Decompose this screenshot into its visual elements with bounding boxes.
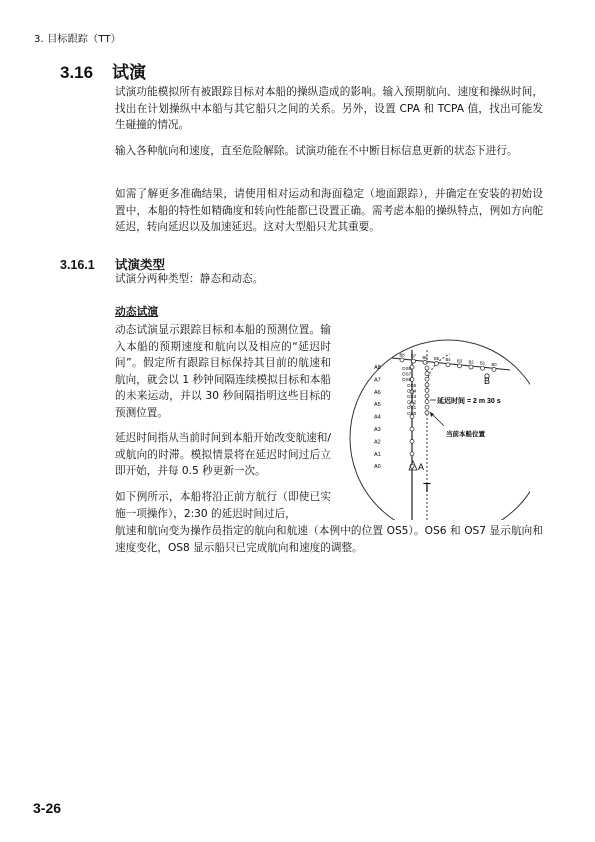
os-position-marker [425,377,429,381]
dynamic-trial-heading: 动态试演 [115,305,159,318]
trial-maneuver-diagram [330,330,530,520]
target-t-label: T [423,480,431,495]
own-ship-arrowhead [430,412,434,417]
os-position-label: OS8 [402,366,412,371]
os-position-label: OS0 [407,410,417,416]
os-position-marker [425,411,429,415]
section-paragraph-3: 如需了解更多准确结果，请使用相对运动和海面稳定（地面跟踪），并确定在安装的初始设置中，本船的特性如精确度和转向性能都已设置正确。需考虑本船的操纵特点，例如方向舵延迟，转向延迟以及加速延迟。这对大型船只尤其重要。 [115,188,543,233]
section-number: 3.16 [60,63,94,82]
dynamic-paragraph-2: 延迟时间指从当前时间到本船开始改变航速和/或航向的时滞。模拟情景将在延迟时间过后立即开始，并每 0.5 秒更新一次。 [115,432,331,477]
a-position-label: A0 [374,464,381,471]
section-paragraph-1: 试演功能模拟所有被跟踪目标对本船的操纵造成的影响。输入预期航向、速度和操纵时间，找出在计划操纵中本船与其它船只之间的关系。另外，设置 CPA 和 TCPA 值，找出可能发生碰撞的情况。 [115,86,543,131]
b-position-label: B1 [479,360,486,366]
b-position-marker [458,364,462,368]
b-position-label: B4 [445,357,451,363]
subsection-intro: 试演分两种类型：静态和动态。 [115,273,264,285]
b-position-label: B7 [410,353,417,359]
os-position-label: OS4 [407,388,417,394]
os-position-label: OS6 [402,377,412,383]
os-position-marker [425,405,429,409]
b-position-marker [492,367,496,371]
os-position-marker [425,372,429,376]
page-number: 3-26 [33,800,62,816]
a-position-marker [410,452,414,456]
b-position-label: B3 [456,358,463,364]
a-position-label: A5 [374,402,381,409]
target-b-positions [399,353,497,372]
b-position-label: B0 [491,361,497,367]
a-position-label: A3 [374,427,381,433]
subsection-number: 3.16.1 [60,258,95,272]
b-position-marker [412,359,416,363]
b-position-label: B2 [468,359,474,365]
os-position-marker [425,383,429,387]
b-position-label: B8 [399,352,405,358]
dynamic-paragraph-4: 航速和航向变为操作员指定的航向和航速（本例中的位置 OS5）。OS6 和 OS7 显示航向和速度变化，OS8 显示船只已完成航向和速度的调整。 [115,525,543,554]
own-ship-positions [402,366,429,416]
target-a-label: A [418,462,425,472]
a-position-label: A4 [374,414,381,421]
os-position-marker [425,388,429,392]
target-b-label: B [484,376,491,386]
b-position-marker [481,366,485,370]
os-position-marker [425,366,429,370]
dynamic-paragraph-3: 如下例所示，本船将沿正前方航行（即使已实施一项操作），2:30 的延迟时间过后， [115,491,331,520]
running-header: 3. 目标跟踪（TT） [34,34,121,45]
a-position-label: A1 [374,451,381,458]
b-position-label: B6 [422,354,428,360]
b-position-marker [446,363,450,367]
b-position-marker [423,360,427,364]
a-position-label: A6 [374,389,381,396]
a-position-marker [410,439,414,443]
b-position-marker [435,362,439,366]
section-heading [60,58,146,83]
a-position-label: A8 [374,365,381,371]
delay-time-label: 延迟时间 = 2 m 30 s [437,398,501,405]
subsection-title: 试演类型 [115,257,166,272]
os-position-label: OS5 [407,382,417,388]
os-position-label: OS1 [407,405,417,411]
b-position-marker [400,358,404,362]
section-paragraph-2: 输入各种航向和速度，直至危险解除。试演功能在不中断目标信息更新的状态下进行。 [115,145,518,157]
a-position-label: A7 [374,377,381,384]
a-position-marker [410,427,414,431]
dynamic-paragraph-1: 动态试演显示跟踪目标和本船的预测位置。输入本船的预期速度和航向以及相应的“延迟时间”。假定所有跟踪目标保持其目前的航速和航向，就会以 1 秒钟间隔连续模拟目标和本船的未来运动，并以 30 秒间隔指明这些目标的预测位置。 [115,324,331,419]
os-position-label: OS3 [407,394,417,399]
a-position-label: A2 [374,439,381,446]
os-position-marker [425,400,429,404]
os-position-label: OS7 [402,371,412,377]
os-position-label: OS2 [407,399,417,405]
os-position-marker [425,394,429,398]
b-position-marker [469,365,473,369]
section-title: 试演 [112,63,146,83]
own-ship-label: 当前本船位置 [446,431,485,438]
b-position-label: B5 [433,356,440,362]
